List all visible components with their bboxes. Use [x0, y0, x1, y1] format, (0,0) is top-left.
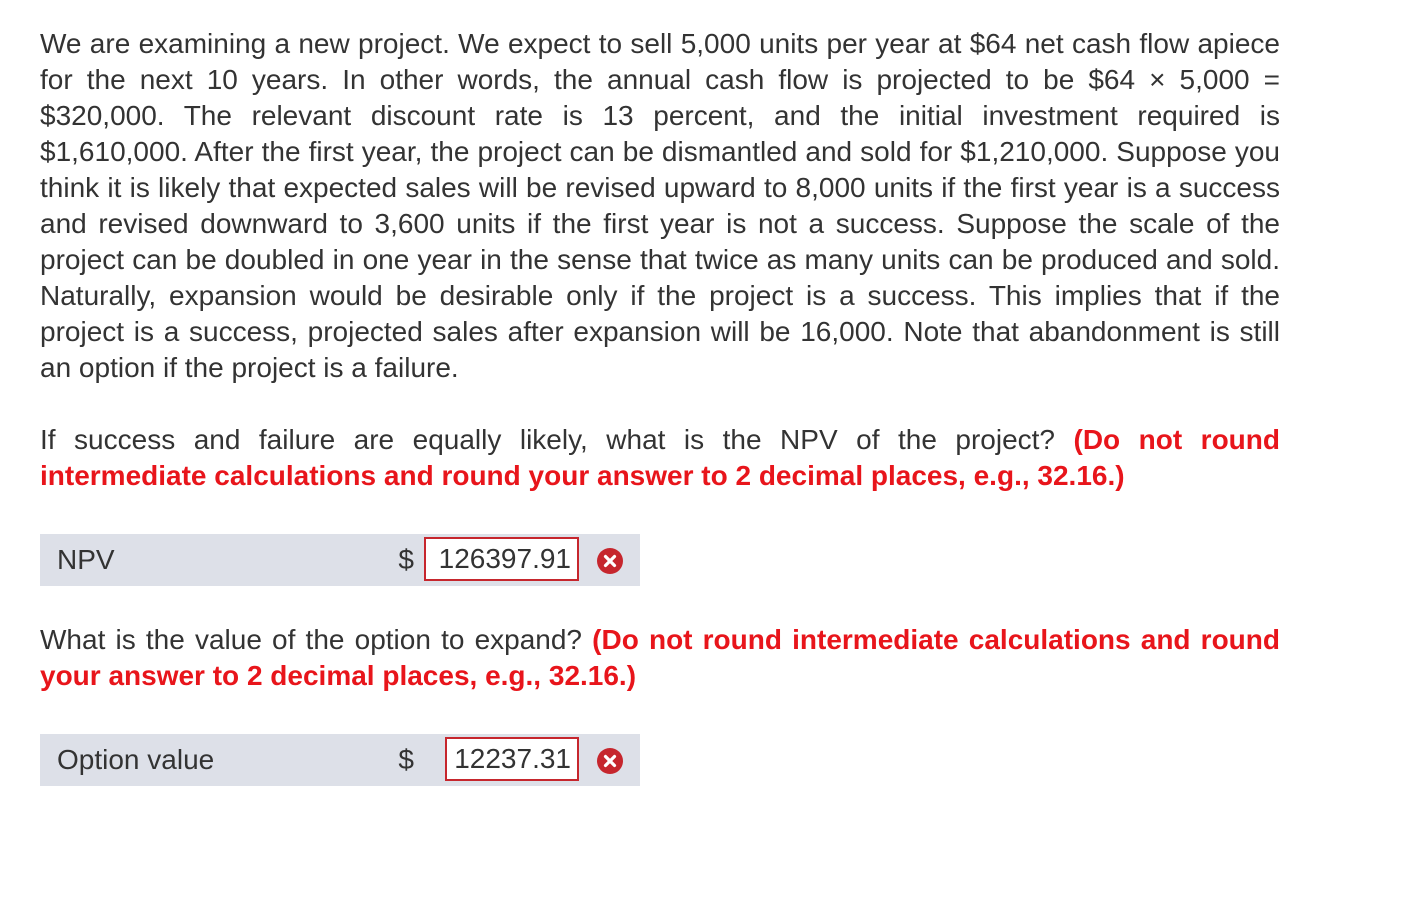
option-value-answer-row	[40, 734, 640, 786]
problem-statement: We are examining a new project. We expect to sell 5,000 units per year at $64 net cash flow apiece for the next 10 years. In other words, the annual cash flow is projected to be $64 × 5,000 = $320,000. The relevant discount rate is 13 percent, and the initial investment required is $1,610,000. After the first year, the project can be dismantled and sold for $1,210,000. Suppose you think it is likely that expected sales will be revised upward to 8,000 units if the first year is a success and revised downward to 3,600 units if the first year is not a success. Suppose the scale of the project can be doubled in one year in the sense that twice as many units can be produced and sold. Naturally, expansion would be desirable only if the project is a success. This implies that if the project is a success, projected sales after expansion will be 16,000. Note that abandonment is still an option if the project is a failure.	[40, 28, 1280, 383]
question-npv-instruction: (Do not round intermediate calculations and round your answer to 2 decimal places, e.g., 32.16.)	[40, 424, 1280, 491]
question-content	[40, 26, 1280, 786]
question-option-text: What is the value of the option to expand?	[40, 624, 583, 655]
npv-answer-row	[40, 534, 640, 586]
question-npv	[40, 422, 1280, 494]
npv-input[interactable]	[424, 537, 579, 581]
question-option-instruction: (Do not round intermediate calculations and round your answer to 2 decimal places, e.g., 32.16.)	[40, 624, 1280, 691]
option-value-currency-symbol: $	[398, 744, 414, 775]
option-value-input[interactable]	[445, 737, 579, 781]
option-value-label: Option value	[57, 744, 215, 775]
npv-label: NPV	[57, 544, 115, 575]
npv-currency-symbol: $	[398, 544, 414, 575]
question-npv-text: If success and failure are equally likely, what is the NPV of the project?	[40, 424, 1056, 455]
question-option	[40, 622, 1280, 694]
incorrect-x-icon	[596, 547, 624, 575]
incorrect-x-icon	[596, 747, 624, 775]
